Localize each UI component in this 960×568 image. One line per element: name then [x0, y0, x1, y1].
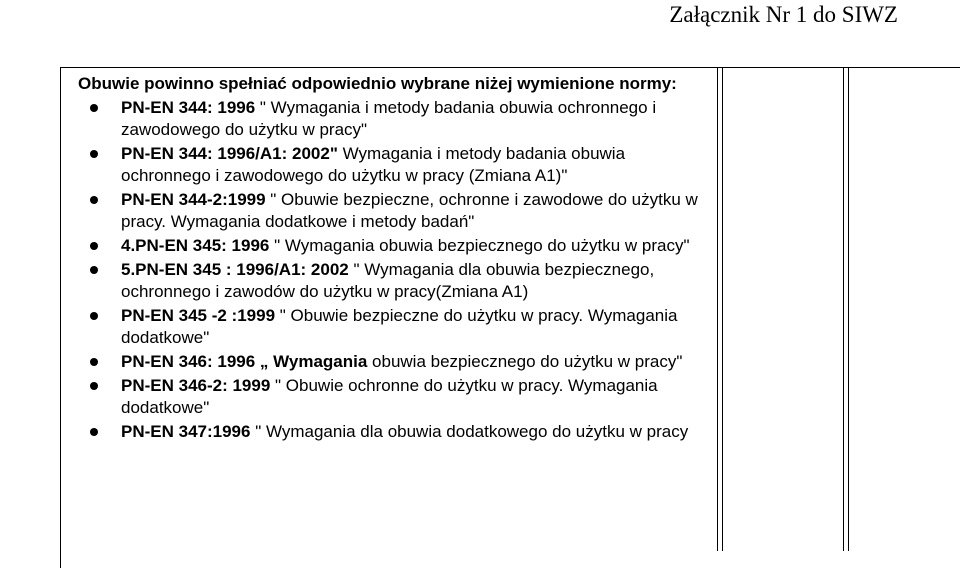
bullet-icon — [90, 104, 98, 112]
attachment-label: Załącznik Nr 1 do SIWZ — [669, 2, 898, 27]
bullet-icon — [90, 150, 98, 158]
norm-item — [78, 97, 714, 141]
norm-title: " Obuwie ochronne do użytku w pracy. Wymagania dodatkowe" — [121, 376, 658, 417]
norm-item — [78, 305, 714, 349]
bullet-icon — [90, 312, 98, 320]
norm-title: Wymagania i metody badania obuwia ochronnego i zawodowego do użytku w pracy (Zmiana A1)" — [121, 144, 626, 185]
table-column-divider — [722, 67, 723, 551]
bullet-icon — [90, 196, 98, 204]
norm-item — [78, 421, 714, 443]
norm-code: 5.PN-EN 345 : 1996/A1: 2002 — [121, 260, 349, 279]
bullet-icon — [90, 382, 98, 390]
norm-item — [78, 375, 714, 419]
table-column-divider — [843, 67, 844, 551]
norm-title: " Obuwie bezpieczne do użytku w pracy. Wymagania dodatkowe" — [121, 306, 678, 347]
bullet-icon — [90, 242, 98, 250]
norm-title: " Wymagania dla obuwia dodatkowego do użytku w pracy — [250, 422, 689, 441]
norm-item — [78, 259, 714, 303]
norm-code: PN-EN 347:1996 — [121, 422, 251, 441]
norm-list — [78, 97, 714, 443]
intro-text: Obuwie powinno spełniać odpowiednio wybrane niżej wymienione normy: — [78, 74, 677, 93]
norm-item — [78, 235, 714, 257]
norm-code: 4.PN-EN 345: 1996 — [121, 236, 270, 255]
bullet-icon — [90, 358, 98, 366]
norm-item — [78, 143, 714, 187]
norm-title: " Wymagania obuwia bezpiecznego do użytku w pracy" — [269, 236, 690, 255]
requirements-cell — [78, 73, 714, 445]
table-column-divider — [717, 67, 718, 551]
bullet-icon — [90, 428, 98, 436]
norm-title-emphasis: „ Wymagania — [255, 352, 368, 371]
norm-code: PN-EN 346: 1996 — [121, 352, 256, 371]
norm-item — [78, 189, 714, 233]
table-column-divider — [848, 67, 849, 551]
norm-title: " Wymagania i metody badania obuwia ochronnego i zawodowego do użytku w pracy" — [121, 98, 657, 139]
norm-code: PN-EN 344: 1996 — [121, 98, 256, 117]
norm-title: " Obuwie bezpieczne, ochronne i zawodowe do użytku w pracy. Wymagania dodatkowe i metody badań" — [121, 190, 698, 231]
norm-item — [78, 351, 714, 373]
norm-title: " Wymagania dla obuwia bezpiecznego, ochronnego i zawodów do użytku w pracy(Zmiana A1) — [121, 260, 655, 301]
norm-code: PN-EN 346-2: 1999 — [121, 376, 271, 395]
norm-code: PN-EN 344: 1996/A1: 2002" — [121, 144, 338, 163]
norm-code: PN-EN 345 -2 :1999 — [121, 306, 276, 325]
norm-code: PN-EN 344-2:1999 — [121, 190, 266, 209]
bullet-icon — [90, 266, 98, 274]
norm-title: obuwia bezpiecznego do użytku w pracy" — [367, 352, 683, 371]
